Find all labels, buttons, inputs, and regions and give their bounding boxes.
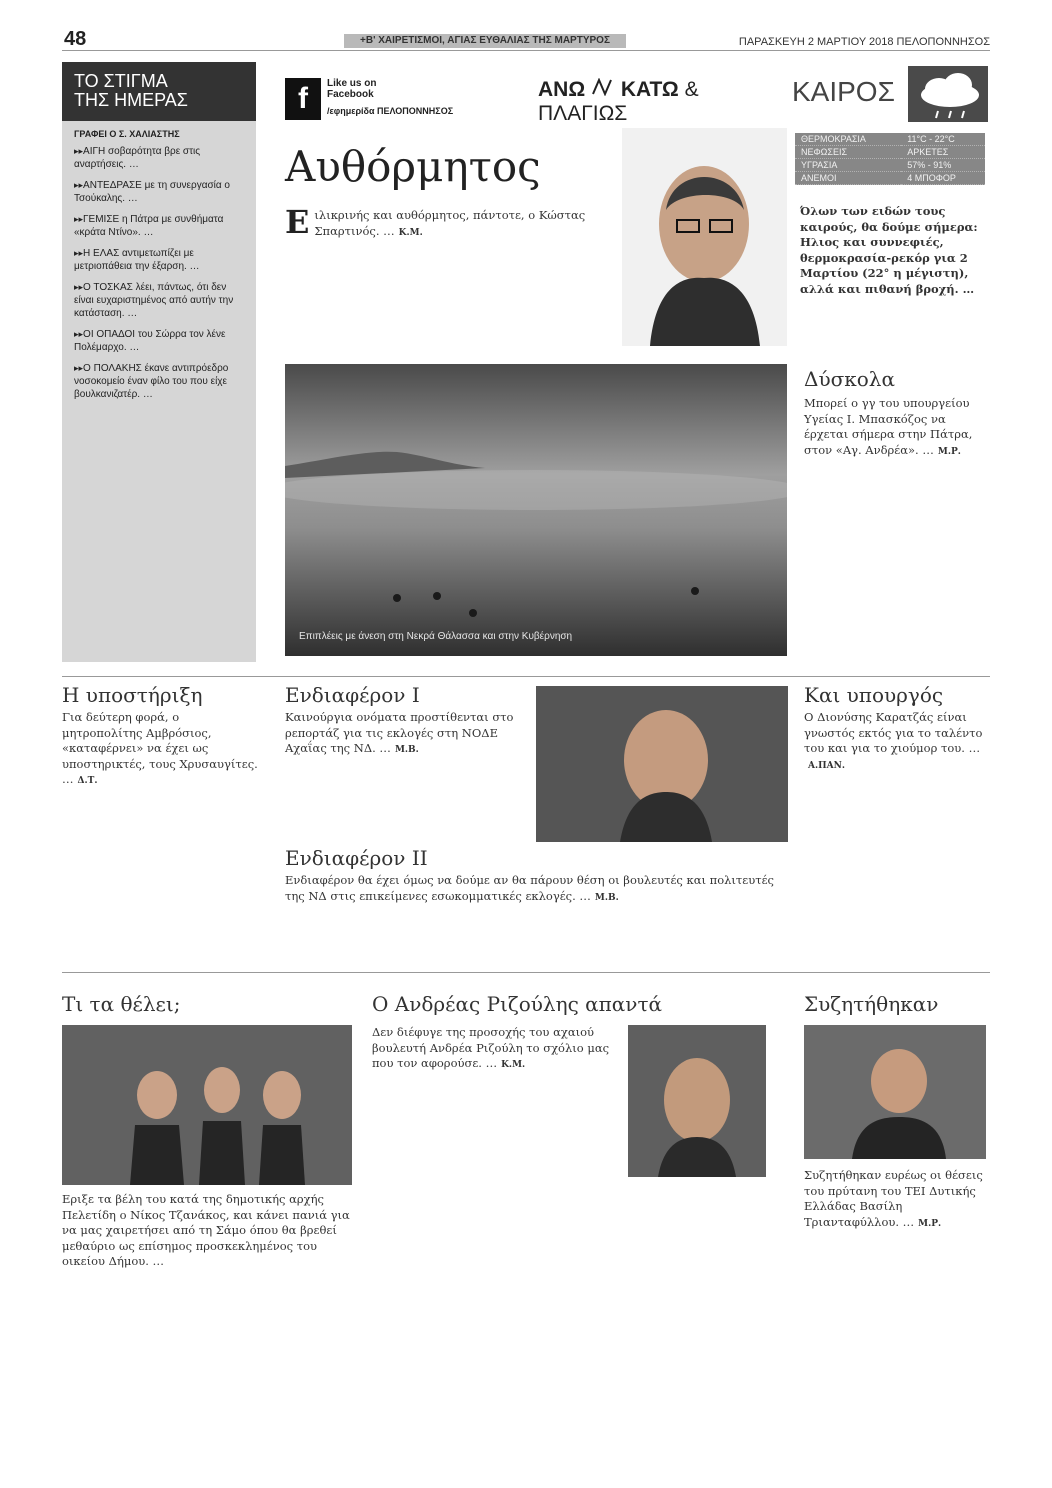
- weather-row: [795, 133, 985, 146]
- endiaferon-2-body: [285, 873, 785, 904]
- ti-ta-thelei-photo: [62, 1025, 352, 1185]
- main-article: [285, 203, 617, 241]
- main-article-text: ιλικρινής και αυθόρμητος, πάντοτε, ο Κώστας Σπαρτινός. …: [314, 208, 586, 238]
- stigma-byline: ΓΡΑΦΕΙ Ο Σ. ΧΑΛΙΑΣΤΗΣ: [74, 128, 180, 139]
- weather-label: ΑΝΕΜΟΙ: [795, 172, 901, 185]
- kai-ypourgos-credit: Α.ΠΑΝ.: [808, 760, 845, 771]
- rizoulis-text: Δεν διέφυγε της προσοχής του αχαιού βουλευτή Ανδρέα Ριζούλη το σχόλιο μας που τον αφορούσε. …: [372, 1025, 610, 1071]
- ypostirixi-title: Η υποστήριξη: [62, 683, 203, 707]
- ypostirixi-body: [62, 710, 262, 788]
- photo-caption: Επιπλέεις με άνεση στη Νεκρά Θάλασσα και στην Κυβέρνηση: [299, 631, 573, 642]
- syzitithikan-credit: Μ.Ρ.: [918, 1218, 942, 1229]
- weather-row: [795, 146, 985, 159]
- masthead: [62, 28, 990, 51]
- stigma-item: ▸▸ Ο ΠΟΛΑΚΗΣ έκανε αντιπρόεδρο νοσοκομείο έναν φίλο του που είχε βουλκανιζατέρ. …: [74, 362, 244, 401]
- dead-sea-photo: [285, 364, 787, 656]
- weather-summary: Όλων των ειδών τους καιρούς, θα δούμε σήμερα: Ηλιος και συννεφιές, θερμοκρασία-ρεκόρ για 2 Μαρτίου (22° η μέγιστη), αλλά και πιθανή βροχή. …: [800, 204, 978, 296]
- weather-row: [795, 159, 985, 172]
- weather-value: 4 ΜΠΟΦΟΡ: [901, 172, 985, 185]
- stigma-item: ▸▸ ΑΙΓΗ σοβαρότητα βρε στις αναρτήσεις. …: [74, 145, 244, 171]
- endiaferon-2-text: Ενδιαφέρον θα έχει όμως να δούμε αν θα πάρουν θέση οι βουλευτές και πολιτευτές της ΝΔ στις επικείμενες εσωκομματικές εκλογές. …: [285, 873, 774, 903]
- duskola-body: [804, 396, 986, 458]
- stigma-item: ▸▸ ΓΕΜΙΣΕ η Πάτρα με συνθήματα «κράτα Ντίνο». …: [74, 213, 244, 239]
- ypostirixi-text: Για δεύτερη φορά, ο μητροπολίτης Αμβρόσιος, «καταφέρνει» να έχει ως υποστηρικτές, τους Χρυσαυγίτες. …: [62, 710, 258, 787]
- section-divider: [62, 676, 990, 677]
- ypostirixi-credit: Δ.Τ.: [77, 776, 98, 787]
- endiaferon-portrait-photo: [536, 686, 788, 842]
- syzitithikan-body: [804, 1168, 986, 1230]
- dateline: ΠΑΡΑΣΚΕΥΗ 2 ΜΑΡΤΙΟΥ 2018 ΠΕΛΟΠΟΝΝΗΣΟΣ: [738, 36, 990, 48]
- syzitithikan-photo: [804, 1025, 986, 1159]
- rizoulis-title: Ο Ανδρέας Ριζούλης απαντά: [372, 992, 663, 1016]
- main-headline: Αυθόρμητος: [285, 142, 541, 191]
- stigma-item: ▸▸ ΑΝΤΕΔΡΑΣΕ με τη συνεργασία ο Τσούκαλης. …: [74, 179, 244, 205]
- facebook-promo[interactable]: [285, 78, 515, 126]
- column-title: [538, 78, 778, 126]
- section-divider: [62, 972, 990, 973]
- weather-value: 11°C - 22°C: [901, 133, 985, 146]
- weather-value: ΑΡΚΕΤΕΣ: [901, 146, 985, 159]
- duskola-title: Δύσκολα: [804, 367, 895, 391]
- column-title-down: ΚΑΤΩ: [620, 78, 679, 101]
- endiaferon-1-title: Ενδιαφέρον Ι: [285, 683, 420, 707]
- ti-ta-thelei-body: Εριξε τα βέλη του κατά της δημοτικής αρχής Πελετίδη ο Νίκος Τζανάκος, και κάνει πανιά για να μας χαιρετήσει από τη Σάμο όπου θα βρεθεί μεθαύριο ως επίσημος προσκεκλημένος του οικείου Δήμου. …: [62, 1192, 350, 1269]
- endiaferon-1-text: Καινούργια ονόματα προστίθενται στο ρεπορτάζ για τις εκλογές στη ΝΟΔΕ Αχαΐας της ΝΔ. …: [285, 710, 514, 756]
- endiaferon-1-body: [285, 710, 525, 757]
- facebook-like-line-2: Facebook: [327, 89, 374, 100]
- facebook-like-line-1: Like us on: [327, 78, 377, 89]
- syzitithikan-text: Συζητήθηκαν ευρέως οι θέσεις του πρύτανη του ΤΕΙ Δυτικής Ελλάδας Βασίλη Τριανταφύλλου. …: [804, 1168, 983, 1229]
- facebook-icon: f: [285, 78, 321, 120]
- weather-title: ΚΑΙΡΟΣ: [792, 76, 895, 107]
- main-article-dropcap: Ε: [285, 203, 310, 241]
- up-down-arrow-icon: [591, 78, 615, 96]
- column-title-sideways: & ΠΛΑΓΙΩΣ: [538, 78, 699, 125]
- stigma-item: ▸▸ Ο ΤΟΣΚΑΣ λέει, πάντως, ότι δεν είναι ευχαριστημένος από αυτήν την κατάσταση. …: [74, 281, 244, 320]
- weather-label: ΝΕΦΩΣΕΙΣ: [795, 146, 901, 159]
- daily-greeting: +Β' ΧΑΙΡΕΤΙΣΜΟΙ, ΑΓΙΑΣ ΕΥΘΑΛΙΑΣ ΤΗΣ ΜΑΡΤΥΡΟΣ: [344, 34, 626, 48]
- main-article-credit: Κ.Μ.: [398, 227, 423, 238]
- weather-label: ΘΕΡΜΟΚΡΑΣΙΑ: [795, 133, 901, 146]
- kai-ypourgos-title: Και υπουργός: [804, 683, 944, 707]
- portrait-photo: [622, 128, 787, 346]
- rizoulis-credit: Κ.Μ.: [501, 1060, 526, 1071]
- stigma-item: ▸▸ Η ΕΛΑΣ αντιμετωπίζει με μετριοπάθεια την έξαρση. …: [74, 247, 244, 273]
- ti-ta-thelei-title: Τι τα θέλει;: [62, 992, 181, 1016]
- stigma-items: [62, 139, 256, 415]
- endiaferon-1-credit: Μ.Β.: [394, 745, 419, 756]
- stigma-title-line-1: ΤΟ ΣΤΙΓΜΑ: [74, 71, 168, 91]
- stigma-item: ▸▸ ΟΙ ΟΠΑΔΟΙ του Σώρρα τον λένε Πολέμαρχο. …: [74, 328, 244, 354]
- facebook-paper-name: /εφημερίδα ΠΕΛΟΠΟΝΝΗΣΟΣ: [327, 106, 454, 116]
- endiaferon-2-title: Ενδιαφέρον ΙΙ: [285, 846, 428, 870]
- stigma-sidebar: [62, 62, 256, 662]
- kai-ypourgos-body: [804, 710, 986, 772]
- weather-row: [795, 172, 985, 185]
- page-number: 48: [64, 28, 87, 50]
- syzitithikan-title: Συζητήθηκαν: [804, 992, 939, 1016]
- duskola-text: Μπορεί ο γγ του υπουργείου Υγείας Ι. Μπασκόζος να έρχεται σήμερα στην Πάτρα, στον «Αγ. Ανδρέα». …: [804, 396, 973, 457]
- weather-value: 57% - 91%: [901, 159, 985, 172]
- kai-ypourgos-text: Ο Διονύσης Καρατζάς είναι γνωστός εκτός για το ταλέντο του και για το χιούμορ του. …: [804, 710, 983, 756]
- duskola-credit: Μ.Ρ.: [937, 446, 961, 457]
- rain-cloud-icon: [908, 66, 988, 122]
- column-title-up: ΑΝΩ: [538, 78, 586, 101]
- rizoulis-photo: [628, 1025, 766, 1177]
- weather-label: ΥΓΡΑΣΙΑ: [795, 159, 901, 172]
- main-article-body: [285, 203, 617, 241]
- endiaferon-2-credit: Μ.Β.: [594, 892, 619, 903]
- stigma-title-line-2: ΤΗΣ ΗΜΕΡΑΣ: [74, 90, 188, 111]
- stigma-title: [62, 62, 256, 121]
- weather-table: [795, 133, 985, 185]
- facebook-like-text: [327, 78, 376, 100]
- rizoulis-body: [372, 1025, 612, 1072]
